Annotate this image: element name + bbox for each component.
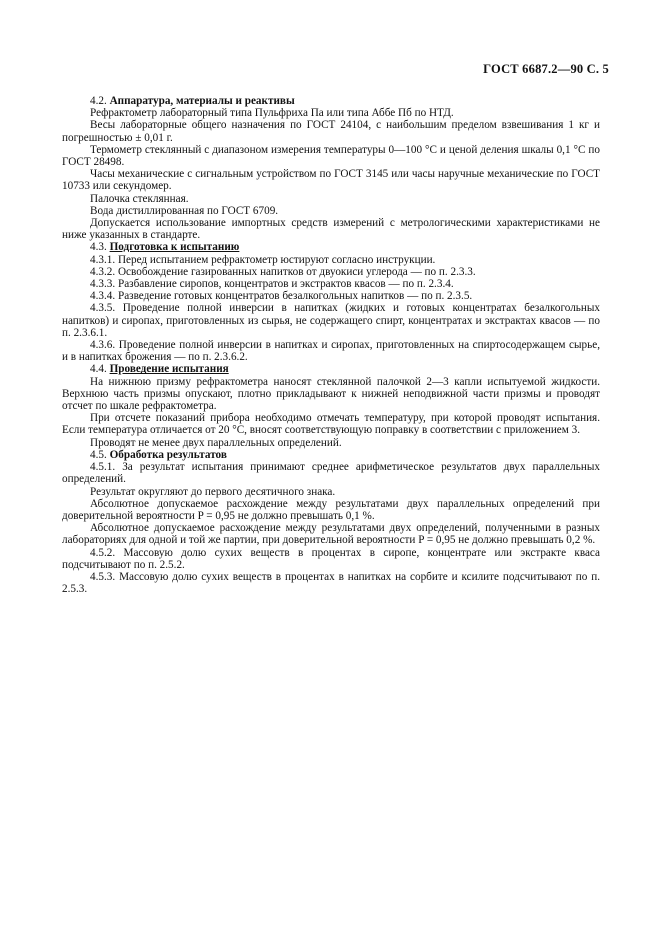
paragraph: 4.3.5. Проведение полной инверсии в напитках (жидких и готовых концентратах безалкогольных напитков) и сиропах, приготовленных из сырья, не содержащего спирт, концентратах и экстрактах квасов — по п. 2.3.6.1. bbox=[62, 302, 600, 339]
section-title: Аппаратура, материалы и реактивы bbox=[109, 95, 295, 107]
section-heading-4-2 bbox=[62, 95, 600, 107]
paragraph: 4.3.4. Разведение готовых концентратов безалкогольных напитков — по п. 2.3.5. bbox=[90, 290, 473, 303]
paragraph: Палочка стеклянная. bbox=[90, 192, 189, 205]
paragraph: 4.3.1. Перед испытанием рефрактометр юстируют согласно инструкции. bbox=[90, 253, 436, 266]
section-number: 4.2. bbox=[90, 95, 107, 107]
paragraph: Вода дистиллированная по ГОСТ 6709. bbox=[90, 204, 279, 217]
paragraph: Допускается использование импортных средств измерений с метрологическими характеристиками не ниже указанных в стандарте. bbox=[62, 217, 600, 242]
paragraph: Весы лабораторные общего назначения по ГОСТ 24104, с наибольшим пределом взвешивания 1 кг и погрешностью ± 0,01 г. bbox=[62, 119, 600, 144]
section-title: Обработка результатов bbox=[109, 448, 227, 461]
paragraph: Результат округляют до первого десятичного знака. bbox=[90, 485, 336, 498]
paragraph: При отсчете показаний прибора необходимо отмечать температуру, при которой проводят испытания. Если температура отличается от 20 °С, вносят соответствующую поправку в соответствии с приложением 3. bbox=[62, 412, 600, 437]
paragraph: 4.5.1. За результат испытания принимают среднее арифметическое результатов двух параллельных определений. bbox=[62, 461, 600, 486]
page-header: ГОСТ 6687.2—90 С. 5 bbox=[483, 62, 609, 76]
paragraph: На нижнюю призму рефрактометра наносят стеклянной палочкой 2—3 капли испытуемой жидкости. Верхнюю часть призмы опускают, плотно прикладывают к нижней неподвижной части призмы и проводят отсчет по шкале рефрактометра. bbox=[62, 375, 600, 413]
section-title: Проведение испытания bbox=[109, 363, 229, 376]
section-heading-4-5 bbox=[62, 449, 600, 461]
paragraph: Термометр стеклянный с диапазоном измерения температуры 0—100 °С и ценой деления шкалы 0,1 °С по ГОСТ 28498. bbox=[62, 143, 600, 169]
section-number: 4.4. bbox=[90, 363, 107, 376]
paragraph: 4.3.3. Разбавление сиропов, концентратов и экстрактов квасов — по п. 2.3.4. bbox=[90, 278, 454, 291]
paragraph: Проводят не менее двух параллельных определений. bbox=[90, 436, 342, 449]
paragraph: 4.5.3. Массовую долю сухих веществ в процентах в напитках на сорбите и ксилите подсчитывают по п. 2.5.3. bbox=[62, 570, 600, 596]
paragraph: Рефрактометр лабораторный типа Пульфриха Па или типа Аббе Пб по НТД. bbox=[90, 107, 454, 120]
section-number: 4.5. bbox=[90, 448, 107, 461]
section-heading-4-3 bbox=[62, 241, 600, 253]
paragraph: 4.5.2. Массовую долю сухих веществ в процентах в сиропе, концентрате или экстракте кваса подсчитывают по п. 2.5.2. bbox=[62, 546, 600, 571]
paragraph: Абсолютное допускаемое расхождение между результатами двух параллельных определений при доверительной вероятности P = 0,95 не должно превышать 0,1 %. bbox=[62, 497, 600, 522]
section-number: 4.3. bbox=[90, 241, 107, 254]
document-body bbox=[62, 95, 600, 595]
paragraph: 4.3.6. Проведение полной инверсии в напитках и сиропах, приготовленных на спиртосодержащем сырье, и в напитках брожения — по п. 2.3.6.2. bbox=[62, 339, 600, 364]
section-heading-4-4 bbox=[62, 363, 600, 375]
paragraph: Абсолютное допускаемое расхождение между результатами двух определений, полученными в разных лабораториях для одной и той же партии, при доверительной вероятности P = 0,95 не должно превышать 0,2 %. bbox=[62, 522, 600, 547]
paragraph: 4.3.2. Освобождение газированных напитков от двуокиси углерода — по п. 2.3.3. bbox=[90, 265, 476, 278]
section-title: Подготовка к испытанию bbox=[109, 241, 240, 254]
paragraph: Часы механические с сигнальным устройством по ГОСТ 3145 или часы наручные механические по ГОСТ 10733 или секундомер. bbox=[62, 168, 600, 193]
